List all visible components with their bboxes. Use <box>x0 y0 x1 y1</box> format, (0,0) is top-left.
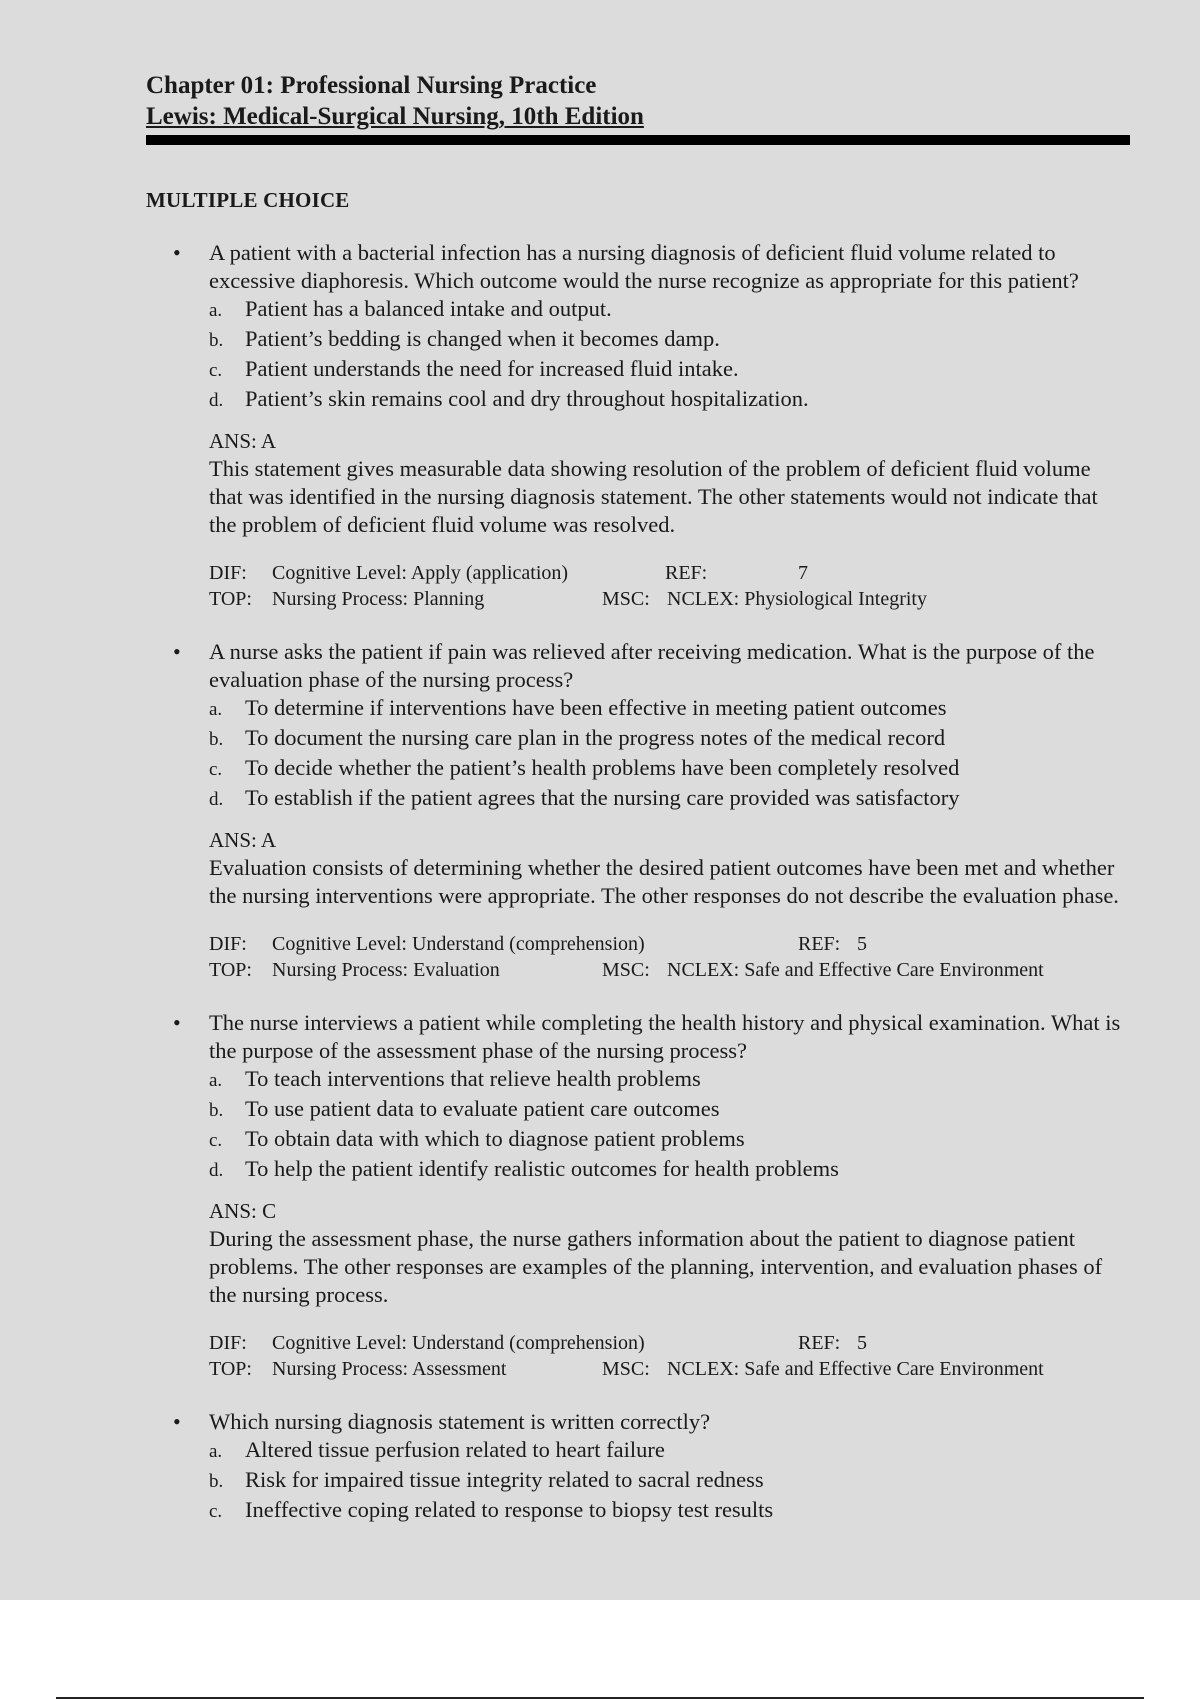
msc-value: NCLEX: Safe and Effective Care Environment <box>667 1358 1044 1380</box>
answer-option <box>209 694 1130 724</box>
msc-value: NCLEX: Physiological Integrity <box>667 588 927 610</box>
dif-value: Cognitive Level: Apply (application) <box>272 562 569 584</box>
option-letter: c. <box>209 1130 223 1151</box>
dif-value: Cognitive Level: Understand (comprehension) <box>272 933 645 955</box>
option-text: To help the patient identify realistic outcomes for health problems <box>245 1156 839 1181</box>
answer-key: ANS: A <box>209 828 277 852</box>
ref-value: 7 <box>798 562 808 584</box>
answer-option <box>209 385 1130 415</box>
option-letter: b. <box>209 1100 224 1121</box>
answer-rationale: During the assessment phase, the nurse gathers information about the patient to diagnose patient problems. The other responses are examples of the planning, intervention, and evaluation phases of the nursing process. <box>209 1226 1103 1307</box>
answer-options <box>209 1065 1130 1185</box>
answer-key: ANS: C <box>209 1199 277 1223</box>
answer-option <box>209 325 1130 355</box>
option-letter: c. <box>209 759 223 780</box>
answer-option <box>209 1125 1130 1155</box>
question-metadata <box>209 931 1130 983</box>
dif-label: DIF: <box>209 1332 247 1354</box>
option-letter: a. <box>209 1070 223 1091</box>
answer-option <box>209 784 1130 814</box>
ref-value: 5 <box>857 933 867 955</box>
option-letter: b. <box>209 729 224 750</box>
answer-option <box>209 1155 1130 1185</box>
option-letter: d. <box>209 390 224 411</box>
answer-option <box>209 355 1130 385</box>
dif-label: DIF: <box>209 933 247 955</box>
question-stem: The nurse interviews a patient while completing the health history and physical examination. What is the purpose of the assessment phase of the nursing process? <box>209 1010 1121 1063</box>
answer-option <box>209 754 1130 784</box>
option-letter: b. <box>209 330 224 351</box>
ref-value: 5 <box>857 1332 867 1354</box>
page-bottom-rule <box>56 1697 1144 1699</box>
option-text: Altered tissue perfusion related to heart failure <box>245 1437 665 1462</box>
option-letter: d. <box>209 789 224 810</box>
msc-label: MSC: <box>602 1358 650 1380</box>
metadata-row <box>209 957 1130 983</box>
option-text: Patient understands the need for increased fluid intake. <box>245 356 739 381</box>
msc-label: MSC: <box>602 588 650 610</box>
answer-option <box>209 1466 1130 1496</box>
option-text: Ineffective coping related to response to biopsy test results <box>245 1497 774 1522</box>
option-text: Risk for impaired tissue integrity related to sacral redness <box>245 1467 764 1492</box>
answer-option <box>209 295 1130 325</box>
question-item <box>146 239 1130 612</box>
option-letter: a. <box>209 699 223 720</box>
question-list <box>146 239 1130 1526</box>
option-letter: a. <box>209 300 223 321</box>
option-text: Patient’s skin remains cool and dry throughout hospitalization. <box>245 386 809 411</box>
top-label: TOP: <box>209 1358 252 1380</box>
ref-label: REF: <box>798 933 841 955</box>
top-value: Nursing Process: Evaluation <box>272 959 500 981</box>
page-content <box>146 70 1130 1552</box>
book-title: Lewis: Medical-Surgical Nursing, 10th Edition <box>146 103 644 130</box>
question-metadata <box>209 560 1130 612</box>
answer-key: ANS: A <box>209 429 277 453</box>
answer-rationale: Evaluation consists of determining whether the desired patient outcomes have been met and whether the nursing interventions were appropriate. The other responses do not describe the evaluation phase. <box>209 855 1119 908</box>
answer-options <box>209 295 1130 415</box>
answer-option <box>209 724 1130 754</box>
bullet-icon: • <box>173 639 181 664</box>
dif-value: Cognitive Level: Understand (comprehension) <box>272 1332 645 1354</box>
question-metadata <box>209 1330 1130 1382</box>
option-text: Patient’s bedding is changed when it becomes damp. <box>245 326 720 351</box>
answer-options <box>209 1436 1130 1526</box>
option-text: To determine if interventions have been effective in meeting patient outcomes <box>245 695 947 720</box>
msc-label: MSC: <box>602 959 650 981</box>
top-label: TOP: <box>209 959 252 981</box>
option-letter: c. <box>209 1501 223 1522</box>
option-letter: c. <box>209 360 223 381</box>
metadata-row <box>209 560 1130 586</box>
option-text: Patient has a balanced intake and output. <box>245 296 612 321</box>
option-letter: a. <box>209 1441 223 1462</box>
dif-label: DIF: <box>209 562 247 584</box>
option-letter: d. <box>209 1160 224 1181</box>
metadata-row <box>209 1330 1130 1356</box>
ref-label: REF: <box>798 1332 841 1354</box>
option-text: To establish if the patient agrees that the nursing care provided was satisfactory <box>245 785 960 810</box>
question-stem: Which nursing diagnosis statement is written correctly? <box>209 1409 711 1434</box>
top-label: TOP: <box>209 588 252 610</box>
option-text: To decide whether the patient’s health problems have been completely resolved <box>245 755 960 780</box>
question-item <box>146 638 1130 983</box>
question-stem: A nurse asks the patient if pain was relieved after receiving medication. What is the purpose of the evaluation phase of the nursing process? <box>209 639 1095 692</box>
section-heading: MULTIPLE CHOICE <box>146 188 350 212</box>
msc-value: NCLEX: Safe and Effective Care Environment <box>667 959 1044 981</box>
answer-option <box>209 1065 1130 1095</box>
question-stem: A patient with a bacterial infection has a nursing diagnosis of deficient fluid volume related to excessive diaphoresis. Which outcome would the nurse recognize as appropriate for this patient? <box>209 240 1079 293</box>
metadata-row <box>209 1356 1130 1382</box>
metadata-row <box>209 586 1130 612</box>
option-text: To obtain data with which to diagnose patient problems <box>245 1126 745 1151</box>
answer-option <box>209 1436 1130 1466</box>
top-value: Nursing Process: Planning <box>272 588 485 610</box>
question-item <box>146 1408 1130 1526</box>
top-value: Nursing Process: Assessment <box>272 1358 507 1380</box>
metadata-row <box>209 931 1130 957</box>
option-text: To teach interventions that relieve health problems <box>245 1066 701 1091</box>
header-rule <box>146 135 1130 145</box>
option-letter: b. <box>209 1471 224 1492</box>
bullet-icon: • <box>173 1409 181 1434</box>
answer-rationale: This statement gives measurable data showing resolution of the problem of deficient fluid volume that was identified in the nursing diagnosis statement. The other statements would not indicate that the problem of deficient fluid volume was resolved. <box>209 456 1098 537</box>
question-item <box>146 1009 1130 1382</box>
option-text: To use patient data to evaluate patient care outcomes <box>245 1096 720 1121</box>
bullet-icon: • <box>173 1010 181 1035</box>
answer-option <box>209 1496 1130 1526</box>
option-text: To document the nursing care plan in the progress notes of the medical record <box>245 725 946 750</box>
ref-label: REF: <box>665 562 708 584</box>
chapter-title: Chapter 01: Professional Nursing Practice <box>146 72 597 99</box>
answer-options <box>209 694 1130 814</box>
answer-option <box>209 1095 1130 1125</box>
bullet-icon: • <box>173 240 181 265</box>
